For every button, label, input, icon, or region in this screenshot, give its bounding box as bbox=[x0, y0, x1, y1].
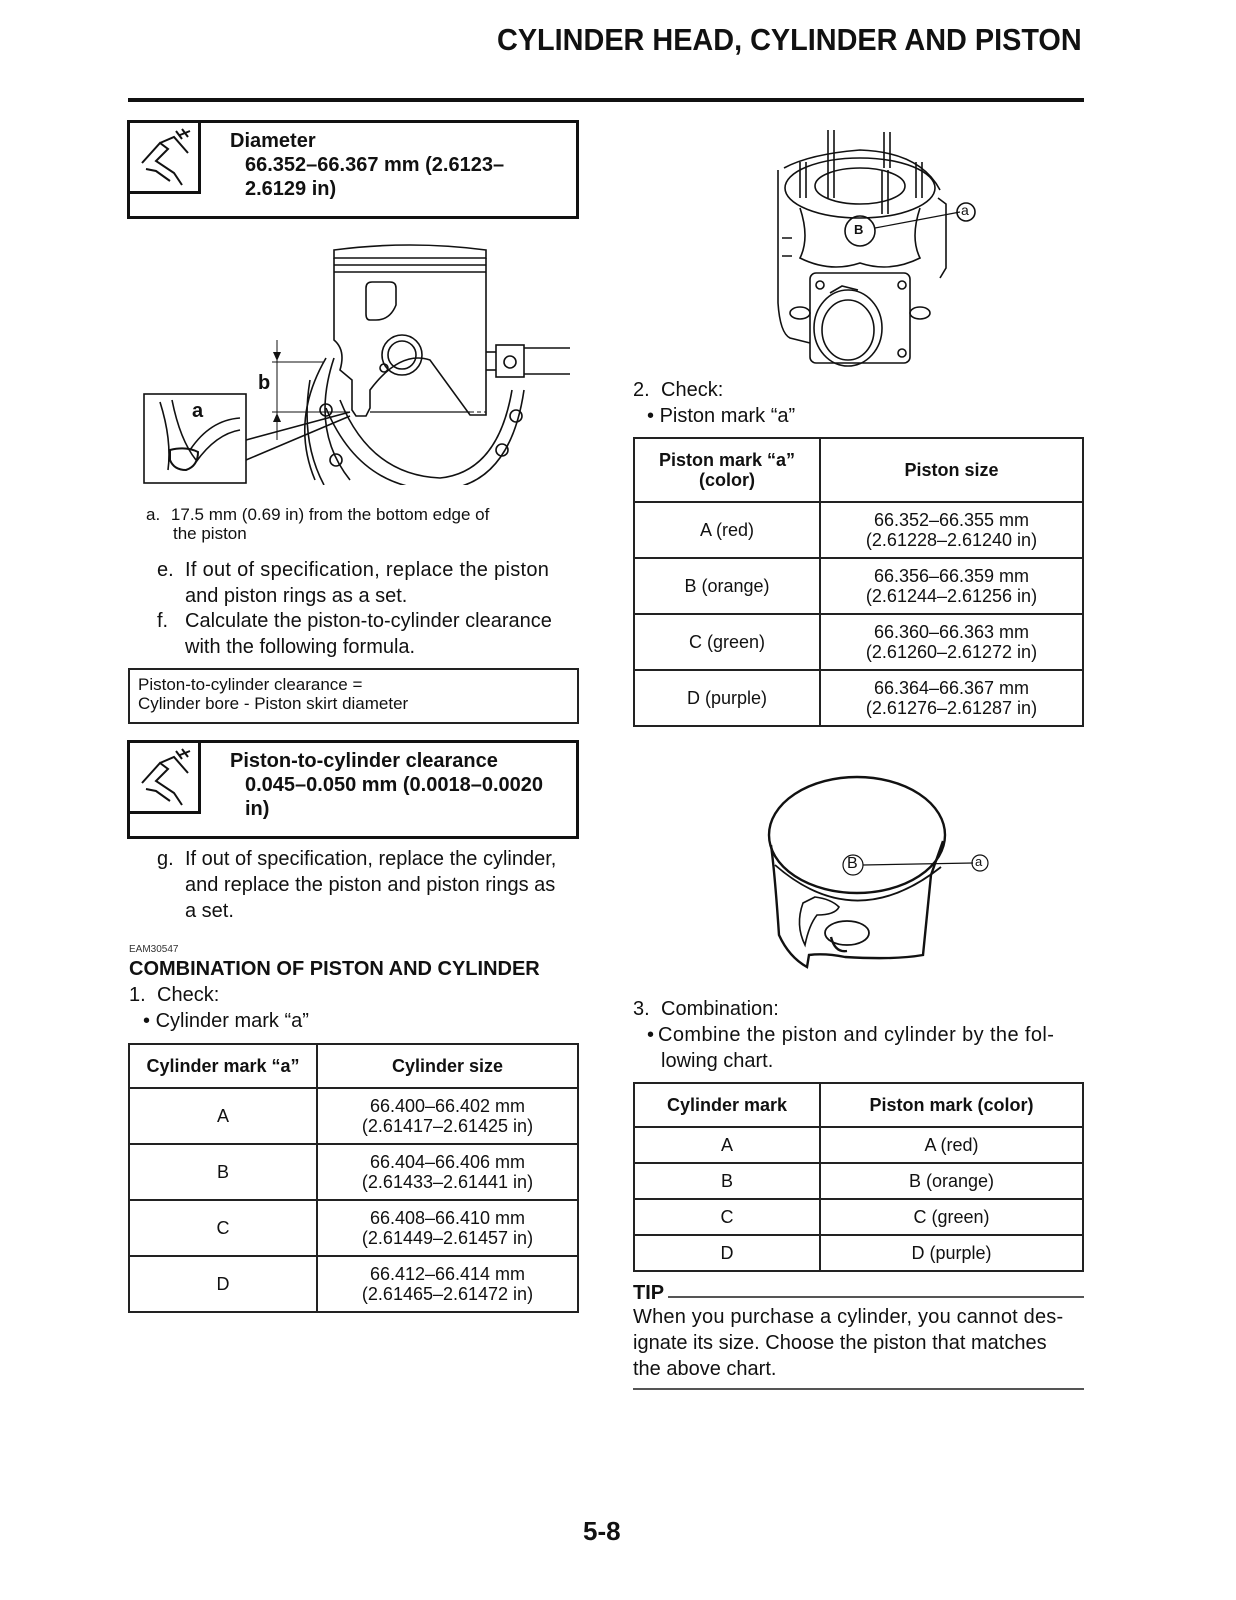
table-header: Cylinder mark “a” bbox=[129, 1044, 317, 1088]
caption-line2: the piston bbox=[173, 524, 247, 543]
piston-size: 66.356–66.359 mm (2.61244–2.61256 in) bbox=[820, 558, 1083, 614]
formula-box bbox=[128, 668, 579, 724]
section-code: EAM30547 bbox=[129, 944, 179, 955]
table-row bbox=[634, 614, 1083, 670]
table-row bbox=[634, 1163, 1083, 1199]
spec-box-diameter bbox=[127, 120, 579, 219]
step-3 bbox=[633, 996, 1085, 1074]
piston-mark: B (orange) bbox=[634, 558, 820, 614]
piston-size: 66.364–66.367 mm (2.61276–2.61287 in) bbox=[820, 670, 1083, 726]
check-2 bbox=[633, 377, 795, 429]
cylinder-mark: A bbox=[129, 1088, 317, 1144]
cylinder-size: 66.412–66.414 mm (2.61465–2.61472 in) bbox=[317, 1256, 578, 1312]
piston-measurement-figure bbox=[140, 240, 570, 485]
tip-line3: the above chart. bbox=[633, 1358, 777, 1380]
piston-mark: A (red) bbox=[820, 1127, 1083, 1163]
table-row bbox=[129, 1144, 578, 1200]
formula-line1: Piston-to-cylinder clearance = bbox=[138, 675, 363, 694]
step-letter: f. bbox=[157, 610, 169, 632]
formula-line2: Cylinder bore - Piston skirt diameter bbox=[138, 694, 409, 713]
step-text-line3: a set. bbox=[185, 900, 234, 922]
spec-value-line2: 2.6129 in) bbox=[245, 178, 337, 200]
cylinder-mark: A bbox=[634, 1127, 820, 1163]
step-label: Check: bbox=[661, 379, 724, 401]
bullet-piston-mark: • Piston mark “a” bbox=[633, 405, 795, 427]
table-row bbox=[129, 1088, 578, 1144]
piston-mark: C (green) bbox=[820, 1199, 1083, 1235]
table-row bbox=[634, 1127, 1083, 1163]
piston-mark: B (orange) bbox=[820, 1163, 1083, 1199]
table-header: Cylinder size bbox=[317, 1044, 578, 1088]
spec-label: Diameter bbox=[230, 130, 316, 152]
dimension-label-b: b bbox=[258, 372, 271, 394]
step-letter: e. bbox=[157, 559, 174, 581]
piston-mark-label: B bbox=[847, 855, 858, 872]
bullet-cylinder-mark: • Cylinder mark “a” bbox=[129, 1010, 309, 1032]
cylinder-size: 66.408–66.410 mm (2.61449–2.61457 in) bbox=[317, 1200, 578, 1256]
cylinder-size-table bbox=[128, 1043, 579, 1313]
cylinder-mark: B bbox=[129, 1144, 317, 1200]
tip-rule-bottom bbox=[633, 1388, 1084, 1390]
table-header: Cylinder mark bbox=[634, 1083, 820, 1127]
cylinder-size: 66.400–66.402 mm (2.61417–2.61425 in) bbox=[317, 1088, 578, 1144]
step-letter: g. bbox=[157, 848, 174, 870]
tip-rule-top bbox=[668, 1296, 1084, 1298]
piston-size: 66.352–66.355 mm (2.61228–2.61240 in) bbox=[820, 502, 1083, 558]
tip-text bbox=[633, 1304, 1085, 1382]
step-f bbox=[157, 608, 579, 660]
piston-figure bbox=[765, 775, 1005, 980]
table-row bbox=[634, 1199, 1083, 1235]
callout-label-a: a bbox=[961, 202, 969, 218]
cylinder-mark: C bbox=[129, 1200, 317, 1256]
piston-mark: D (purple) bbox=[634, 670, 820, 726]
caliper-icon bbox=[130, 743, 201, 814]
cylinder-mark: B bbox=[634, 1163, 820, 1199]
page-title: CYLINDER HEAD, CYLINDER AND PISTON bbox=[497, 22, 1082, 57]
cylinder-size: 66.404–66.406 mm (2.61433–2.61441 in) bbox=[317, 1144, 578, 1200]
tip-label: TIP bbox=[633, 1282, 665, 1304]
cylinder-mark-label: B bbox=[854, 222, 864, 237]
step-text-line2: and replace the piston and piston rings as bbox=[185, 874, 556, 896]
table-row bbox=[129, 1256, 578, 1312]
piston-size: 66.360–66.363 mm (2.61260–2.61272 in) bbox=[820, 614, 1083, 670]
cylinder-mark: D bbox=[129, 1256, 317, 1312]
step-text-line1: Calculate the piston-to-cylinder clearance bbox=[185, 610, 552, 632]
step-label: Check: bbox=[157, 984, 220, 1006]
figure-caption-a bbox=[146, 505, 576, 543]
inset-label-a: a bbox=[192, 400, 204, 422]
spec-value-line1: 66.352–66.367 mm (2.6123– bbox=[245, 154, 505, 176]
step-e bbox=[157, 557, 579, 609]
table-header: Piston mark (color) bbox=[820, 1083, 1083, 1127]
table-header-size: Piston size bbox=[820, 438, 1083, 502]
step-number: 2. bbox=[633, 379, 650, 401]
cylinder-mark: D bbox=[634, 1235, 820, 1271]
table-row bbox=[634, 502, 1083, 558]
caliper-icon bbox=[130, 123, 201, 194]
step-number: 3. bbox=[633, 998, 650, 1020]
header-rule bbox=[128, 98, 1084, 102]
bullet-line1: Combine the piston and cylinder by the fol- bbox=[658, 1024, 1055, 1046]
step-text-line1: If out of specification, replace the piston bbox=[185, 559, 550, 581]
check-1 bbox=[129, 982, 309, 1034]
table-header-mark: Piston mark “a” (color) bbox=[634, 438, 820, 502]
spec-box-clearance bbox=[127, 740, 579, 839]
step-text-line2: with the following formula. bbox=[185, 636, 416, 658]
tip-line1: When you purchase a cylinder, you cannot des- bbox=[633, 1306, 1064, 1328]
bullet-marker: • bbox=[647, 1024, 655, 1046]
table-row bbox=[634, 670, 1083, 726]
page-number: 5-8 bbox=[583, 1516, 621, 1546]
combination-table bbox=[633, 1082, 1084, 1272]
spec-value-line1: 0.045–0.050 mm (0.0018–0.0020 bbox=[245, 774, 544, 796]
table-row bbox=[634, 1235, 1083, 1271]
step-g bbox=[157, 846, 579, 924]
step-text-line1: If out of specification, replace the cylinder, bbox=[185, 848, 557, 870]
step-number: 1. bbox=[129, 984, 146, 1006]
spec-label: Piston-to-cylinder clearance bbox=[230, 750, 498, 772]
piston-mark: A (red) bbox=[634, 502, 820, 558]
step-label: Combination: bbox=[661, 998, 779, 1020]
cylinder-mark: C bbox=[634, 1199, 820, 1235]
step-text-line2: and piston rings as a set. bbox=[185, 585, 408, 607]
table-row bbox=[129, 1200, 578, 1256]
section-heading: COMBINATION OF PISTON AND CYLINDER bbox=[129, 958, 540, 980]
cylinder-figure bbox=[770, 128, 990, 373]
tip-line2: ignate its size. Choose the piston that matches bbox=[633, 1332, 1047, 1354]
bullet-line2: lowing chart. bbox=[661, 1050, 774, 1072]
spec-value-line2: in) bbox=[245, 798, 270, 820]
piston-size-table bbox=[633, 437, 1084, 727]
table-row bbox=[634, 558, 1083, 614]
caption-prefix: a. bbox=[146, 505, 161, 524]
caption-line1: 17.5 mm (0.69 in) from the bottom edge of bbox=[170, 505, 490, 524]
piston-mark: C (green) bbox=[634, 614, 820, 670]
piston-mark: D (purple) bbox=[820, 1235, 1083, 1271]
callout-label-a: a bbox=[975, 854, 983, 869]
